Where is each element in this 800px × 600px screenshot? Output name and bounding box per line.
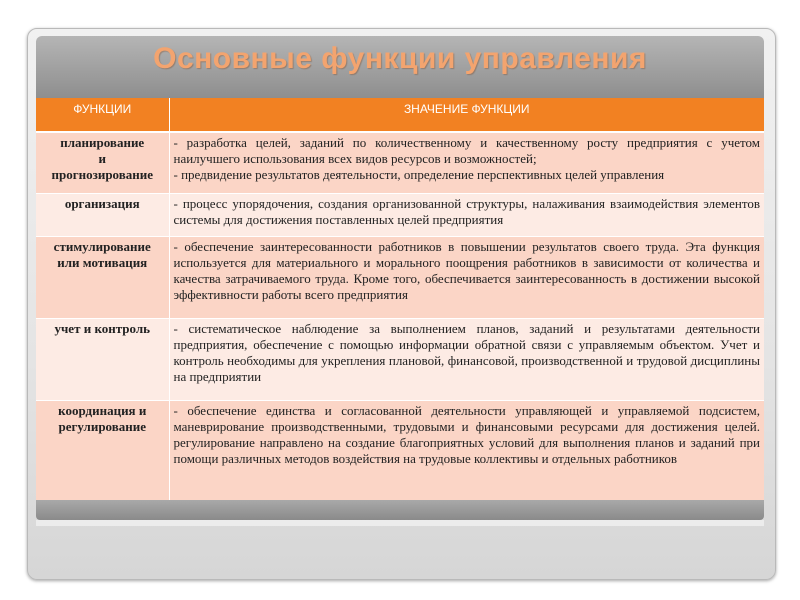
function-description-cell <box>169 236 764 318</box>
header-functions: ФУНКЦИИ <box>36 98 169 132</box>
bottom-divider <box>36 520 764 526</box>
function-name-cell <box>36 318 169 400</box>
function-name-line: планирование <box>60 135 145 150</box>
table-header-row <box>36 98 764 132</box>
table-row-planning <box>36 132 764 193</box>
function-name-line: регулирование <box>58 418 147 434</box>
functions-table <box>36 98 764 501</box>
table-row-organization <box>36 193 764 236</box>
function-description-cell <box>169 193 764 236</box>
function-name-line: организация <box>64 195 140 211</box>
function-description-line: - предвидение результатов деятельности, определение перспективных целей управления <box>173 167 665 182</box>
slide-title: Основные функции управления <box>153 42 647 75</box>
function-description-line: - процесс упорядочения, создания организованной структуры, налаживания взаимодействия элементов системы для достижения поставленных целей предприятия <box>173 195 760 227</box>
function-description-line: - разработка целей, заданий по количественному и качественному росту предприятия с учетом наилучшего использования всех видов ресурсов и возможностей; <box>173 135 760 166</box>
function-name-cell <box>36 193 169 236</box>
function-name-line: и <box>98 151 106 166</box>
function-description-cell <box>169 400 764 500</box>
function-description-line: - обеспечение заинтересованности работников в повышении результатов своего труда. Эта функция используется для материального и морального поощрения работников в зависимости от количества и качества затрачиваемого труда. Кроме того, обеспечивается заинтересованность в достижении высокой эффективности работы всего предприятия <box>173 238 760 302</box>
function-name-line: стимулирование <box>53 238 151 254</box>
table-row-motivation <box>36 236 764 318</box>
function-description-line: - обеспечение единства и согласованной деятельности управляющей и управляемой подсистем, маневрирование производственными, трудовыми и финансовыми ресурсами для достижения целей. регулирование направлено на создание благоприятных условий для выполнения планов и заданий при помощи различных методов воздействия на трудовые коллективы и отдельных работников <box>173 402 760 466</box>
function-name-line: координация и <box>58 402 147 418</box>
function-name-line: учет и контроль <box>54 320 151 336</box>
bottom-band <box>36 500 764 520</box>
function-description-cell <box>169 132 764 193</box>
header-function-meaning: ЗНАЧЕНИЕ ФУНКЦИИ <box>169 98 764 132</box>
function-name-cell <box>36 236 169 318</box>
function-name-line: прогнозирование <box>51 167 153 182</box>
table-container <box>36 98 764 500</box>
function-description-cell <box>169 318 764 400</box>
function-description-line: - систематическое наблюдение за выполнением планов, заданий и результатами деятельности предприятия, обеспечение с помощью информации обратной связи с управляемым объектом. Учет и контроль необходимы для укрепления плановой, финансовой, производственной и трудовой дисциплины на предприятии <box>173 320 760 384</box>
function-name-cell <box>36 400 169 500</box>
function-name-line: или мотивация <box>57 254 148 270</box>
table-row-control <box>36 318 764 400</box>
function-name-cell <box>36 132 169 193</box>
table-row-coordination <box>36 400 764 500</box>
